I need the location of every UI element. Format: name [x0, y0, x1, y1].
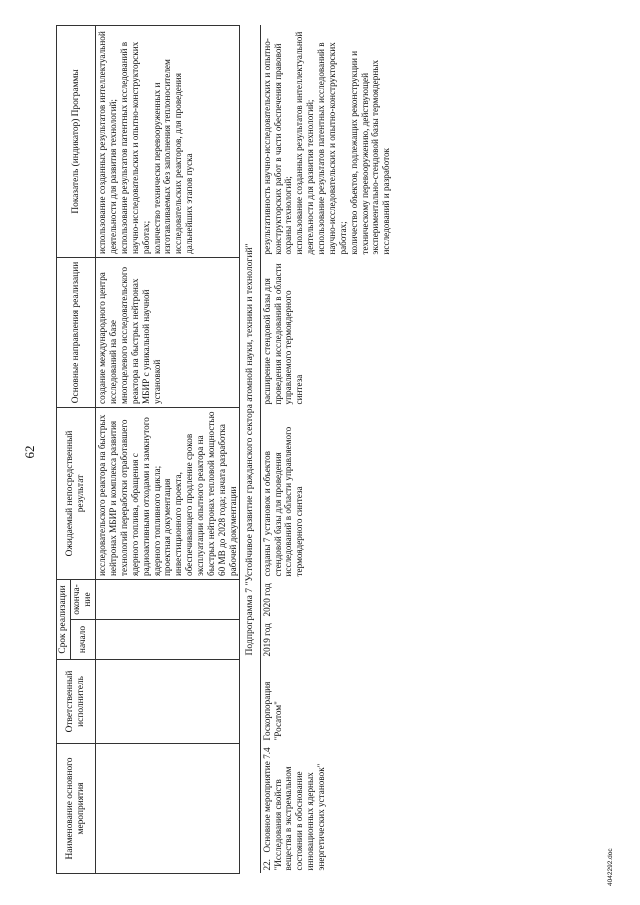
col-directions-header: Основные направления реализации — [57, 257, 96, 407]
col-end-header: оконча-ние — [71, 579, 96, 619]
row-22-end: 2020 год — [261, 583, 272, 617]
table-row — [260, 25, 393, 873]
col-name-header: Наименование основного мероприятия — [57, 744, 96, 874]
continued-indicator: использование созданных результатов интеллектуальной деятельности для развития технологий; использование результатов патентных исследований в научно-исследовательских и опытно-конструкторских работах; количество технически перевооруженных и изготавливаемых без заполнения теплоносителем исследовательских реакторов, для проведения дальнейших этапов пуска — [96, 25, 240, 257]
subprogram-row — [240, 25, 260, 873]
col-start-header: начало — [71, 620, 96, 660]
page-number: 62 — [22, 445, 37, 459]
row-22-name: Основное мероприятие 7.4 "Исследования свойств вещества в экстремальном состоянии в обоснование инновационных ядерных энергетических установок" — [261, 747, 327, 871]
row-22-result: созданы 7 установок и объектов стендовой базы для проведения исследований в области управляемого термоядерного синтеза — [261, 426, 305, 577]
subprogram-title: Подпрограмма 7 "Устойчивое развитие гражданского сектора атомной науки, техники и технологий" — [240, 25, 260, 873]
col-period-header: Срок реализации — [57, 579, 71, 659]
col-executor-header: Ответственный исполнитель — [57, 660, 96, 744]
row-22-executor: Госкорпорация "Росатом" — [261, 681, 283, 741]
rotated-page — [20, 12, 620, 892]
continued-result: исследовательского реактора на быстрых нейтронах МБИР и комплекса развития технологий переработки отработавшего ядерного топлива, обращения с радиоактивными отходами и замкнутого ядерного топливного цикла; проектная документация инвестиционного проекта, обеспечивающего продление сроков эксплуатации опытного реактора на быстрых нейтронах тепловой мощностью 60 МВ до 2028 года; начата разработка рабочей документации — [96, 407, 240, 579]
row-22-indicator: результативность научно-исследовательских и опытно-конструкторских работ в части обеспечения правовой охраны технологий; использование созданных результатов интеллектуальной деятельности для развития технологий; использование результатов патентных исследований в научно-исследовательских и опытно-конструкторских работах; количество объектов, подлежащих реконструкции и техническому перевооружению, действующей экспериментально-стендовой базы термоядерных исследований и разработок — [261, 31, 392, 255]
row-22-start: 2019 год — [261, 623, 272, 657]
document-footer: 4042292.doc — [607, 848, 614, 886]
col-indicator-header: Показатель (индикатор) Программы — [57, 25, 96, 257]
header-row — [57, 25, 71, 873]
program-table — [56, 25, 393, 874]
row-22-directions: расширение стендовой базы для проведения исследований в области управляемого термоядерного синтеза — [261, 263, 305, 405]
row-22-name-cell — [260, 744, 393, 874]
row-22-number: 22. — [261, 859, 272, 871]
col-result-header: Ожидаемый непосредственный результат — [57, 407, 96, 579]
continued-row — [96, 25, 240, 873]
continued-directions: создание международного центра исследований на базе многоцелевого исследовательского реактора на быстрых нейтронах МБИР с уникальной научной установкой — [96, 257, 240, 407]
